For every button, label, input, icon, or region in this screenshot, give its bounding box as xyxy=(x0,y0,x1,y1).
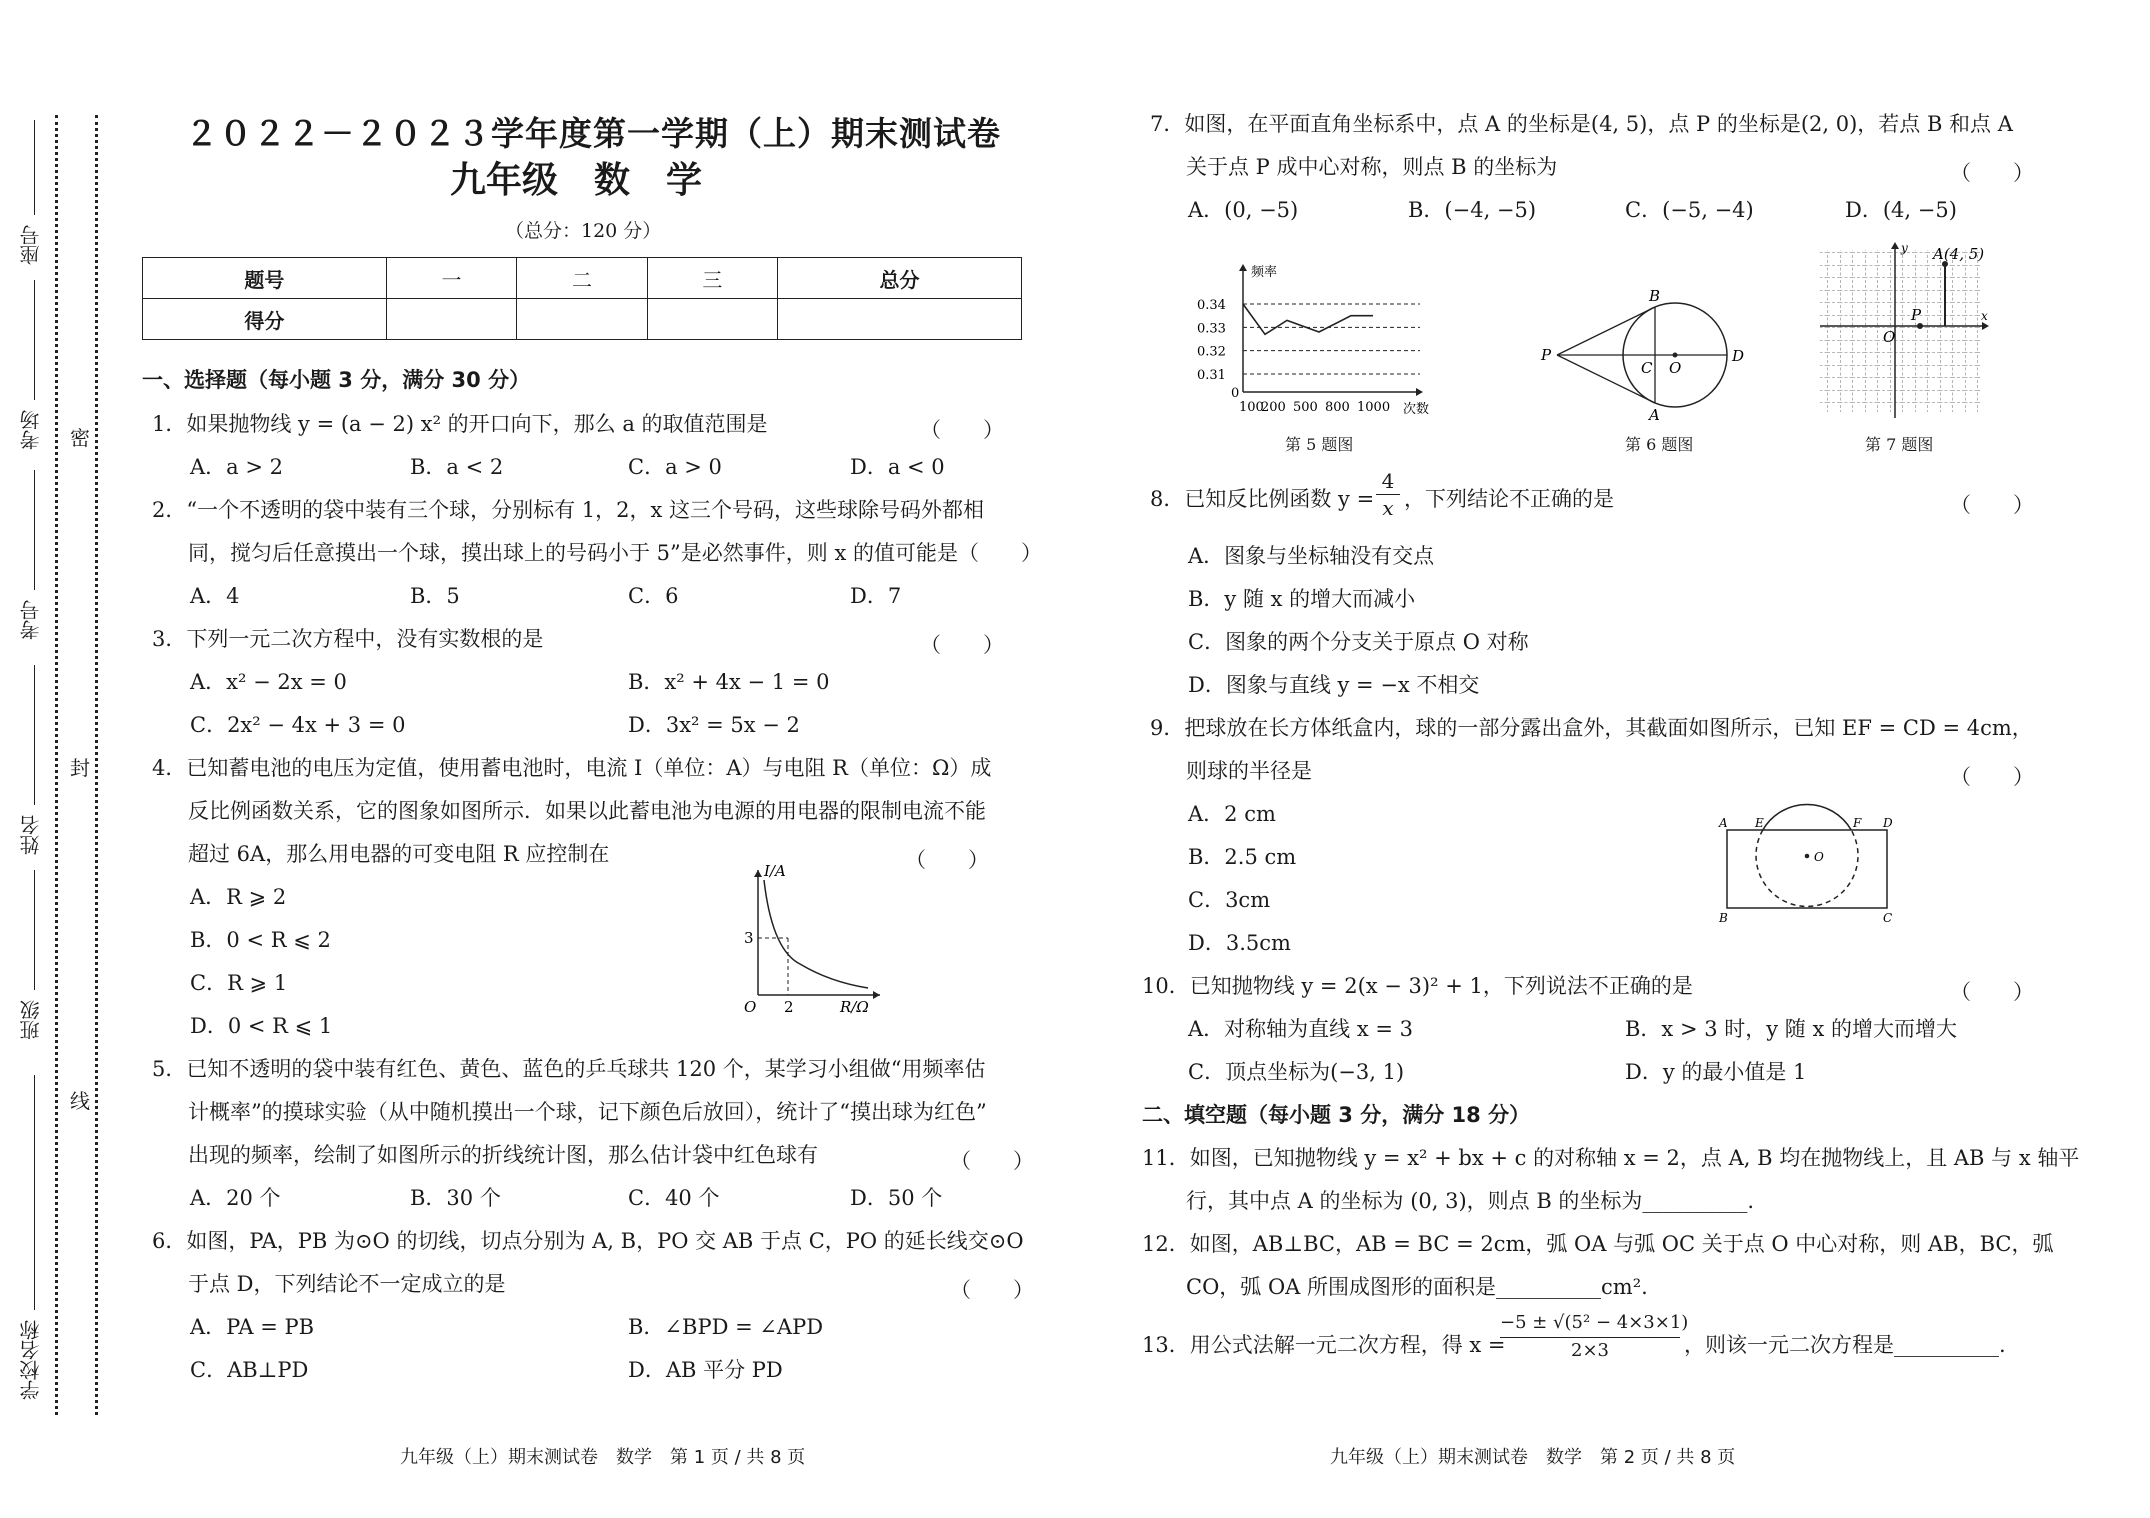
q8-answer-paren[interactable]: （ ） xyxy=(1950,493,2034,517)
q5-option-c: C．40 个 xyxy=(628,1186,720,1210)
q4-origin: O xyxy=(744,998,757,1015)
q1-option-c: C．a > 0 xyxy=(628,455,722,479)
seat-label: 座号 xyxy=(19,225,43,265)
seal-char-xian: 线 xyxy=(70,1089,90,1113)
q3-stem: 3．下列一元二次方程中，没有实数根的是 xyxy=(152,627,544,651)
q5-line-1: 5．已知不透明的袋中装有红色、黄色、蓝色的乒乓球共 120 个，某学习小组做“用频率估 xyxy=(152,1057,986,1081)
fig5-y-arrow xyxy=(1239,264,1247,271)
q3-option-d: D．3x² = 5x − 2 xyxy=(628,713,800,737)
school-label: 学校名称 xyxy=(19,1320,43,1400)
fig7-caption: 第 7 题图 xyxy=(1865,435,1934,454)
q5-answer-paren[interactable]: （ ） xyxy=(950,1149,1034,1173)
fig6-center-dot xyxy=(1673,353,1678,358)
q6-option-a: A．PA = PB xyxy=(190,1315,315,1339)
score-table-score-row xyxy=(143,299,1022,340)
q13-denominator: 2×3 xyxy=(1571,1339,1609,1361)
q4-line-2: 反比例函数关系，它的图象如图所示．如果以此蓄电池为电源的用电器的限制电流不能 xyxy=(188,799,986,823)
exam-no-line xyxy=(34,470,35,590)
q9-option-d: D．3.5cm xyxy=(1188,931,1291,955)
q9-box xyxy=(1727,830,1887,908)
fig5-y-tick-label: 0 xyxy=(1231,386,1240,401)
q12-line-2: CO，弧 OA 所围成图形的面积是__________cm². xyxy=(1186,1275,1648,1299)
section-2-heading: 二、填空题（每小题 3 分，满分 18 分） xyxy=(1142,1103,1531,1127)
fig5-y-label: 频率 xyxy=(1251,265,1278,280)
fig5-x-arrow xyxy=(1416,388,1423,396)
q1-answer-paren[interactable]: （ ） xyxy=(920,418,1004,442)
q4-figure xyxy=(730,860,890,1015)
score-input-cell-3[interactable] xyxy=(647,299,777,340)
q9-option-b: B．2.5 cm xyxy=(1188,845,1297,869)
q10-stem: 10．已知抛物线 y = 2(x − 3)² + 1，下列说法不正确的是 xyxy=(1142,974,1693,998)
q6-option-c: C．AB⊥PD xyxy=(190,1358,309,1382)
fig5-line-chart xyxy=(1195,258,1455,423)
footer-page-1: 九年级（上）期末测试卷 数学 第 1 页 / 共 8 页 xyxy=(400,1447,806,1468)
fig6-label-a: A xyxy=(1649,406,1660,424)
total-score: （总分：120 分） xyxy=(505,220,662,242)
score-table-header-row xyxy=(143,258,1022,299)
q2-option-a: A．4 xyxy=(190,584,240,608)
q9-option-c: C．3cm xyxy=(1188,888,1271,912)
q10-answer-paren[interactable]: （ ） xyxy=(1950,980,2034,1004)
q1-stem: 1．如果抛物线 y = (a − 2) x² 的开口向下，那么 a 的取值范围是 xyxy=(152,412,768,436)
q4-line-3: 超过 6A，那么用电器的可变电阻 R 应控制在 xyxy=(188,842,610,866)
q4-y-tick: 3 xyxy=(744,929,754,947)
q4-y-arrow xyxy=(754,870,762,877)
q10-option-b: B．x > 3 时，y 随 x 的增大而增大 xyxy=(1625,1017,1957,1041)
q9-line-2: 则球的半径是 xyxy=(1186,759,1312,783)
q5-line-3: 出现的频率，绘制了如图所示的折线统计图，那么估计袋中红色球有 xyxy=(188,1143,818,1167)
q9-label-b: B xyxy=(1719,911,1728,925)
score-table-cell: 一 xyxy=(386,258,516,299)
fig6-label-c: C xyxy=(1641,359,1653,377)
fig7-label-x: x xyxy=(1981,309,1988,323)
q3-option-c: C．2x² − 4x + 3 = 0 xyxy=(190,713,406,737)
q10-option-d: D．y 的最小值是 1 xyxy=(1625,1060,1807,1084)
q3-option-b: B．x² + 4x − 1 = 0 xyxy=(628,670,830,694)
q12-line-1: 12．如图，AB⊥BC，AB = BC = 2cm，弧 OA 与弧 OC 关于点 O 中心对称，则 AB，BC，弧 xyxy=(1142,1232,2054,1256)
q9-ball-arc-top xyxy=(1763,804,1851,830)
q4-option-d: D．0 < R ⩽ 1 xyxy=(190,1014,333,1038)
fig7-label-p: P xyxy=(1911,306,1922,324)
fig5-x-tick-label: 200 xyxy=(1261,400,1286,415)
q4-x-tick: 2 xyxy=(784,998,794,1015)
q5-option-a: A．20 个 xyxy=(190,1186,281,1210)
q3-option-a: A．x² − 2x = 0 xyxy=(190,670,347,694)
fig7-x-arrow xyxy=(1982,322,1989,330)
score-table-cell: 三 xyxy=(647,258,777,299)
q6-option-d: D．AB 平分 PD xyxy=(628,1358,783,1382)
q4-option-a: A．R ⩾ 2 xyxy=(190,885,287,909)
q13-fraction xyxy=(1500,1312,1689,1361)
q2-line-2: 同，搅匀后任意摸出一个球，摸出球上的号码小于 5”是必然事件，则 x 的值可能是（ ） xyxy=(188,541,1042,565)
score-table-cell: 题号 xyxy=(143,258,387,299)
q8-stem-b: ，下列结论不正确的是 xyxy=(1404,487,1614,511)
exam-subtitle: 九年级 数 学 xyxy=(450,160,703,201)
q2-option-b: B．5 xyxy=(410,584,460,608)
room-label: 考场 xyxy=(19,410,43,450)
q4-option-b: B．0 < R ⩽ 2 xyxy=(190,928,331,952)
q5-option-d: D．50 个 xyxy=(850,1186,943,1210)
q8-option-a: A．图象与坐标轴没有交点 xyxy=(1188,544,1435,568)
q7-line-1: 7．如图，在平面直角坐标系中，点 A 的坐标是(4, 5)，点 P 的坐标是(2, 0)，若点 B 和点 A xyxy=(1150,112,2013,136)
q8-fraction xyxy=(1376,470,1400,519)
q4-y-label: I/A xyxy=(764,862,786,880)
seal-dotted-line-outer xyxy=(55,115,58,1415)
score-table-cell: 得分 xyxy=(143,299,387,340)
class-line xyxy=(34,870,35,990)
fig5-y-tick-label: 0.32 xyxy=(1197,344,1226,360)
q9-center-dot xyxy=(1805,854,1810,859)
q9-answer-paren[interactable]: （ ） xyxy=(1950,765,2034,789)
q7-line-2: 关于点 P 成中心对称，则点 B 的坐标为 xyxy=(1186,155,1558,179)
score-input-cell-2[interactable] xyxy=(517,299,647,340)
score-input-cell-total[interactable] xyxy=(778,299,1022,340)
fig7-grid xyxy=(1820,250,1980,412)
q13-numerator: −5 ± √(5² − 4×3×1) xyxy=(1500,1313,1680,1338)
fig6-label-o: O xyxy=(1669,359,1682,377)
q9-label-e: E xyxy=(1755,816,1764,830)
fig5-x-tick-label: 100 xyxy=(1239,400,1264,415)
q9-line-1: 9．把球放在长方体纸盒内，球的一部分露出盒外，其截面如图所示，已知 EF = CD = 4cm， xyxy=(1150,716,2033,740)
exam-title: ２０２２－２０２３学年度第一学期（上）期末测试卷 xyxy=(185,114,1001,153)
q1-option-a: A．a > 2 xyxy=(190,455,283,479)
score-table-cell: 总分 xyxy=(778,258,1022,299)
q7-answer-paren[interactable]: （ ） xyxy=(1950,161,2034,185)
q4-line-1: 4．已知蓄电池的电压为定值，使用蓄电池时，电流 I（单位：A）与电阻 R（单位：Ω）成 xyxy=(152,756,992,780)
q7-option-b: B．(−4, −5) xyxy=(1408,198,1537,222)
q10-option-c: C．顶点坐标为(−3, 1) xyxy=(1188,1060,1405,1084)
fig5-caption: 第 5 题图 xyxy=(1285,435,1354,454)
q13-stem-b: ，则该一元二次方程是__________. xyxy=(1684,1333,2006,1357)
fig6-caption: 第 6 题图 xyxy=(1625,435,1694,454)
q9-label-d: D xyxy=(1883,816,1893,830)
q2-option-d: D．7 xyxy=(850,584,902,608)
q9-option-a: A．2 cm xyxy=(1188,802,1276,826)
fig5-x-tick-label: 500 xyxy=(1293,400,1318,415)
fig6-tangent-pb xyxy=(1557,307,1655,355)
fig6-figure xyxy=(1535,285,1765,425)
fig5-y-tick-label: 0.33 xyxy=(1197,321,1226,337)
q9-label-f: F xyxy=(1853,816,1862,830)
school-line xyxy=(34,1075,35,1310)
q9-label-o: O xyxy=(1814,850,1824,864)
q6-answer-paren[interactable]: （ ） xyxy=(950,1278,1034,1302)
fig7-label-o: O xyxy=(1883,328,1896,346)
seal-char-feng: 封 xyxy=(70,756,90,780)
fig6-label-d: D xyxy=(1732,347,1745,365)
fig6-label-b: B xyxy=(1649,287,1661,305)
seal-char-mi: 密 xyxy=(70,426,90,450)
score-input-cell-1[interactable] xyxy=(386,299,516,340)
score-table-cell: 二 xyxy=(517,258,647,299)
fig5-x-tick-label: 1000 xyxy=(1357,400,1391,415)
q5-option-b: B．30 个 xyxy=(410,1186,501,1210)
fig5-y-tick-label: 0.34 xyxy=(1197,298,1226,313)
q8-option-d: D．图象与直线 y = −x 不相交 xyxy=(1188,673,1480,697)
q1-option-b: B．a < 2 xyxy=(410,455,504,479)
fig6-label-p: P xyxy=(1541,346,1552,364)
q7-option-a: A．(0, −5) xyxy=(1188,198,1299,222)
q10-option-a: A．对称轴为直线 x = 3 xyxy=(1188,1017,1413,1041)
q4-x-label: R/Ω xyxy=(840,998,869,1015)
seat-line xyxy=(34,120,35,215)
section-1-heading: 一、选择题（每小题 3 分，满分 30 分） xyxy=(142,368,531,392)
exam-no-label: 考号 xyxy=(19,600,43,640)
q6-line-2: 于点 D，下列结论不一定成立的是 xyxy=(188,1272,506,1296)
q2-line-1: 2．“一个不透明的袋中装有三个球，分别标有 1，2，x 这三个号码，这些球除号码外都相 xyxy=(152,498,985,522)
q9-ball-arc-hidden xyxy=(1756,830,1858,906)
q9-label-a: A xyxy=(1719,816,1728,830)
q11-line-1: 11．如图，已知抛物线 y = x² + bx + c 的对称轴 x = 2，点 A, B 均在抛物线上，且 AB 与 x 轴平 xyxy=(1142,1146,2080,1170)
class-label: 班级 xyxy=(19,1000,43,1040)
fig5-x-label: 次数 xyxy=(1403,402,1430,417)
q5-line-2: 计概率”的摸球实验（从中随机摸出一个球，记下颜色后放回），统计了“摸出球为红色” xyxy=(188,1100,987,1124)
q8-stem-a: 8．已知反比例函数 y = xyxy=(1150,487,1375,511)
q1-option-d: D．a < 0 xyxy=(850,455,945,479)
q9-figure xyxy=(1715,800,1895,925)
fig7-figure xyxy=(1815,240,1995,420)
name-label: 姓名 xyxy=(19,815,43,855)
q4-answer-paren[interactable]: （ ） xyxy=(905,848,989,872)
q11-line-2: 行，其中点 A 的坐标为 (0, 3)，则点 B 的坐标为__________. xyxy=(1186,1189,1755,1213)
score-table xyxy=(142,257,1022,340)
fig5-series-line xyxy=(1243,304,1373,334)
q8-option-b: B．y 随 x 的增大而减小 xyxy=(1188,587,1416,611)
q4-option-c: C．R ⩾ 1 xyxy=(190,971,288,995)
q7-option-c: C．(−5, −4) xyxy=(1625,198,1754,222)
name-line xyxy=(34,665,35,805)
q7-option-d: D．(4, −5) xyxy=(1845,198,1957,222)
q8-denominator: x xyxy=(1382,496,1394,520)
fig5-y-tick-label: 0.31 xyxy=(1197,368,1226,383)
fig7-label-y: y xyxy=(1901,241,1908,255)
q6-option-b: B．∠BPD = ∠APD xyxy=(628,1315,824,1339)
q8-option-c: C．图象的两个分支关于原点 O 对称 xyxy=(1188,630,1529,654)
fig7-label-a: A(4, 5) xyxy=(1933,245,1985,263)
q2-option-c: C．6 xyxy=(628,584,679,608)
q4-x-arrow xyxy=(873,991,880,999)
q13-stem-a: 13．用公式法解一元二次方程，得 x = xyxy=(1142,1333,1506,1357)
fig5-x-tick-label: 800 xyxy=(1325,400,1350,415)
room-line xyxy=(34,280,35,400)
q8-numerator: 4 xyxy=(1376,470,1400,495)
fig7-y-arrow xyxy=(1891,242,1899,249)
q6-line-1: 6．如图，PA，PB 为⊙O 的切线，切点分别为 A, B，PO 交 AB 于点 C，PO 的延长线交⊙O xyxy=(152,1229,1024,1253)
q4-hyperbola xyxy=(764,880,868,988)
seal-dotted-line-inner xyxy=(95,115,98,1415)
q9-label-c: C xyxy=(1883,911,1893,925)
q3-answer-paren[interactable]: （ ） xyxy=(920,633,1004,657)
footer-page-2: 九年级（上）期末测试卷 数学 第 2 页 / 共 8 页 xyxy=(1330,1447,1736,1468)
